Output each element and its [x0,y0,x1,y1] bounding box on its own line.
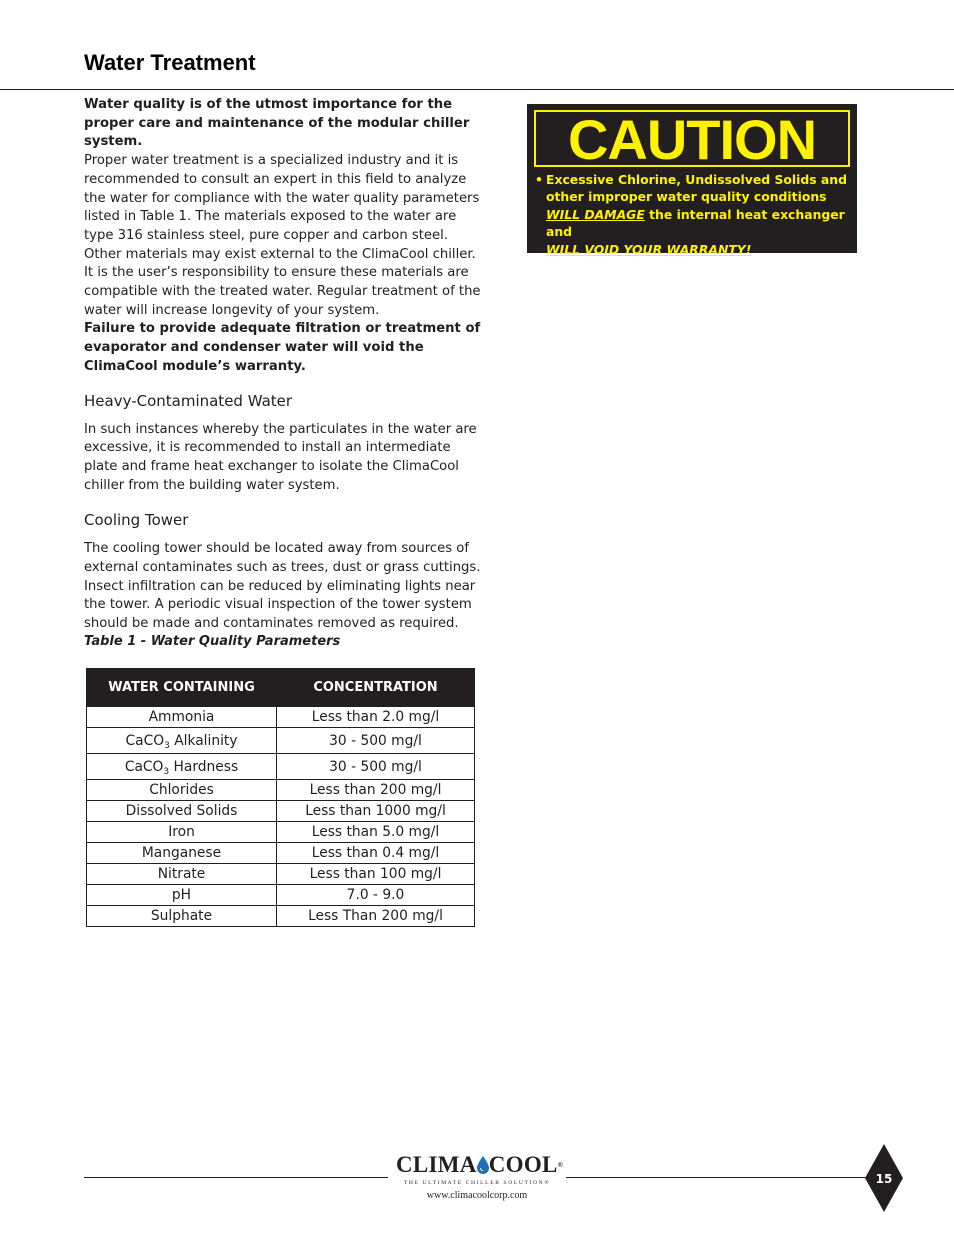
intro-body: Proper water treatment is a specialized industry and it is recommended to consult an expert in this field to analyze the water for compliance with the water quality parameters listed in Table 1. The materials exposed to the water are type 316 stainless steel, pure copper and carbon steel. Other materials may exist external to the ClimaCool chiller. It is the user’s responsibility to ensure these materials are compatible with the treated water. Regular treatment of the water will increase longevity of your system. [84,153,481,318]
caution-title-frame [534,108,850,171]
will-void-warranty-text: WILL VOID YOUR WARRANTY! [546,241,752,257]
table-row [87,728,475,754]
will-damage-text: WILL DAMAGE [546,206,645,222]
water-drop-icon [477,1154,489,1180]
parameter-value: 30 - 500 mg/l [277,728,475,754]
table-row [87,843,475,864]
table-row [87,906,475,927]
logo-registered-mark: ® [557,1161,564,1169]
parameter-value: Less than 200 mg/l [277,780,475,801]
tagline-registered-mark: ® [544,1180,551,1186]
cooling-tower-body: The cooling tower should be located away from sources of external contaminates such as trees, dust or grass cuttings. Insect infiltration can be reduced by eliminating lights near the tower. A periodic visual inspection of the tower system should be made and contaminates removed as required. [84,541,481,632]
table-row [87,707,475,728]
parameter-name: Sulphate [87,906,277,927]
table-row [87,780,475,801]
logo-text-clima: CLIMA [396,1152,477,1177]
intro-warranty-warning: Failure to provide adequate filtration or treatment of evaporator and condenser water will void the ClimaCool module’s warranty. [84,321,481,374]
page-number-badge [864,1143,904,1213]
page-number: 15 [875,1172,893,1186]
caution-line-1: Excessive Chlorine, Undissolved Solids and [546,172,847,187]
bullet-icon: • [535,172,543,187]
parameter-name: CaCO$_3$ Hardness [87,754,277,780]
website-url: www.climacoolcorp.com [426,1190,528,1201]
table-caption: Table 1 - Water Quality Parameters [84,634,341,649]
parameter-value: Less Than 200 mg/l [277,906,475,927]
parameter-value: 7.0 - 9.0 [277,885,475,906]
caution-line-2: other improper water quality conditions [546,189,827,205]
parameter-value: Less than 100 mg/l [277,864,475,885]
table-row [87,801,475,822]
page-title: Water Treatment [84,50,256,75]
caution-box [527,104,857,257]
table-row [87,754,475,780]
intro-paragraph [84,96,484,377]
parameter-value: Less than 1000 mg/l [277,801,475,822]
footer-divider-left [84,1177,388,1178]
parameter-name: Nitrate [87,864,277,885]
parameter-value: Less than 2.0 mg/l [277,707,475,728]
parameter-name: Chlorides [87,780,277,801]
cooling-tower-heading: Cooling Tower [84,511,189,530]
climacool-logo [396,1152,564,1180]
table-row [87,885,475,906]
main-text-column [84,96,484,634]
parameter-name: Ammonia [87,707,277,728]
logo-tagline: THE ULTIMATE CHILLER SOLUTION® [403,1180,551,1186]
water-quality-table [86,668,475,927]
parameter-value: 30 - 500 mg/l [277,754,475,780]
heavy-contaminated-heading: Heavy-Contaminated Water [84,391,293,410]
heavy-contaminated-body: In such instances whereby the particulates in the water are excessive, it is recommended to install an intermediate plate and frame heat exchanger to isolate the ClimaCool chiller from the building water system. [84,421,477,493]
title-divider [0,89,954,90]
column-header-water-containing: WATER CONTAINING [87,669,277,707]
table-header-row [87,669,475,707]
caution-message [535,171,851,258]
parameter-name: Dissolved Solids [87,801,277,822]
parameter-name: Manganese [87,843,277,864]
parameter-value: Less than 5.0 mg/l [277,822,475,843]
parameter-name: Iron [87,822,277,843]
intro-bold-lead: Water quality is of the utmost importance for the proper care and maintenance of the modular chiller system. [84,97,470,150]
caution-title: CAUTION [567,108,817,171]
logo-text-cool: COOL [488,1152,558,1177]
parameter-value: Less than 0.4 mg/l [277,843,475,864]
footer-divider-right [566,1177,868,1178]
table-row [87,822,475,843]
parameter-name: pH [87,885,277,906]
parameter-name: CaCO$_3$ Alkalinity [87,728,277,754]
column-header-concentration: CONCENTRATION [277,669,475,707]
caution-line-3: the internal heat exchanger and [546,206,845,240]
table-row [87,864,475,885]
